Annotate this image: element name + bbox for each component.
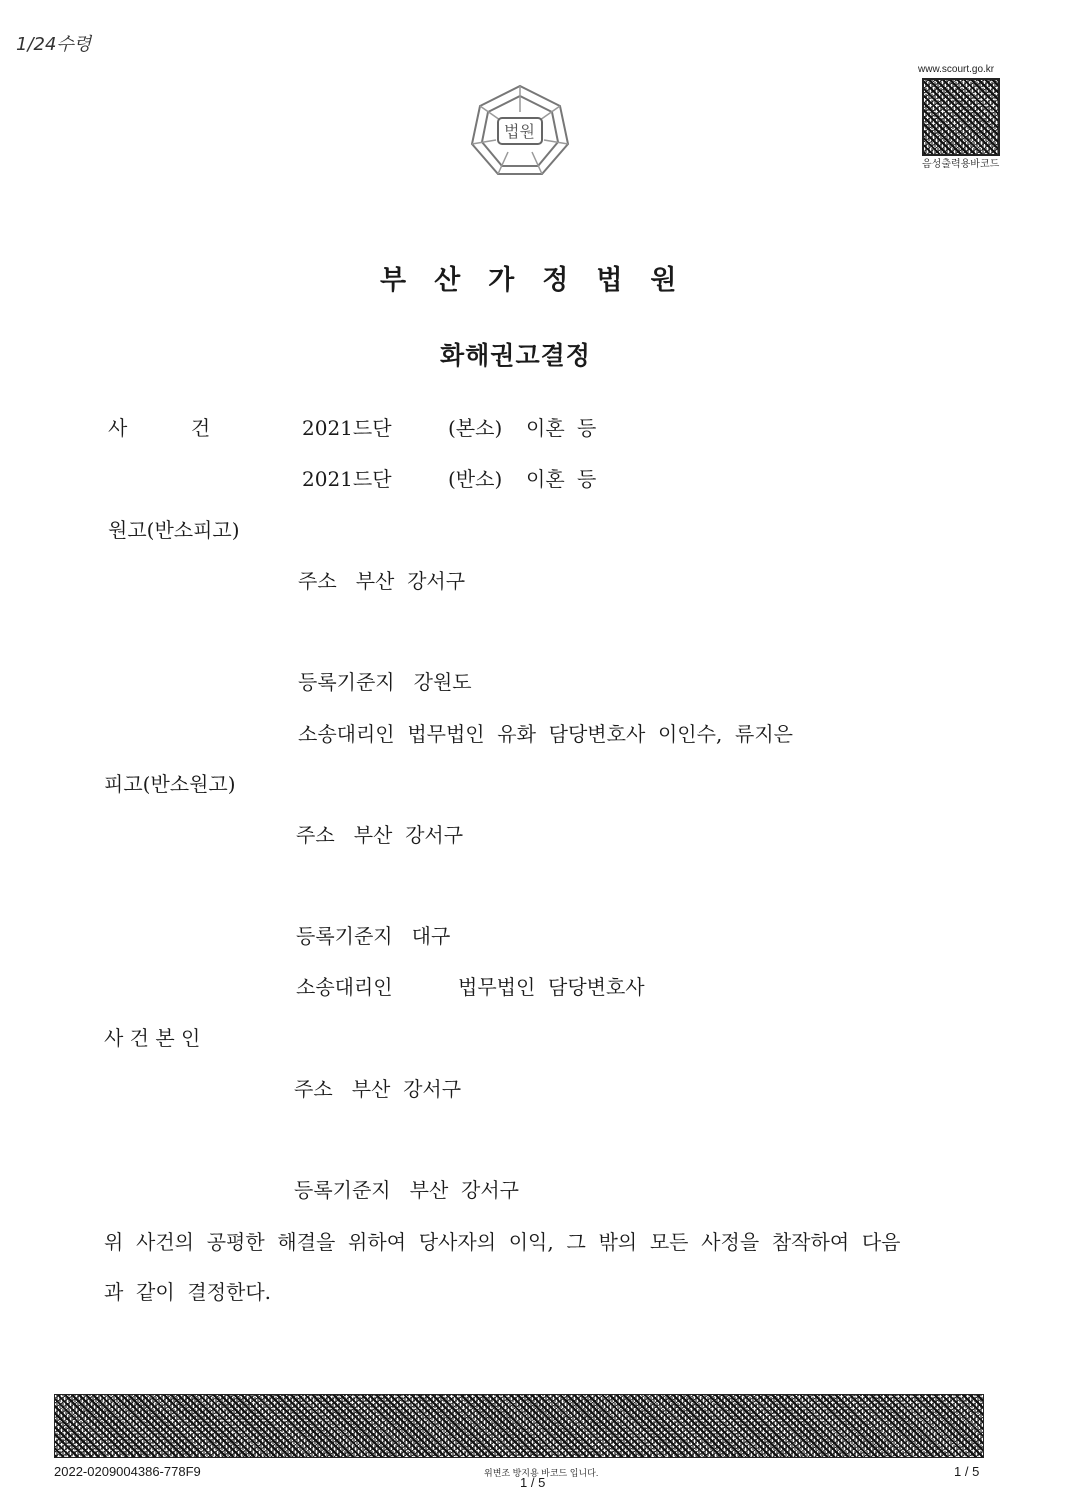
document-title: 화해권고결정 [440, 341, 591, 370]
qr-caption: 음성출력용바코드 [922, 159, 1000, 170]
defendant-label: 피고(반소원고) [104, 772, 236, 796]
case-type-2: (반소) [448, 467, 503, 491]
principal-address: 주소 부산 강서구 [294, 1077, 462, 1101]
decision-text-line2: 과 같이 결정한다. [104, 1280, 272, 1304]
page-number: 1 / 5 [954, 1464, 980, 1479]
case-desc-1: 이혼 등 [526, 416, 597, 440]
defendant-counsel: 법무법인 담당변호사 [458, 975, 645, 999]
center-page-number: 1 / 5 [520, 1475, 546, 1490]
defendant-address: 주소 부산 강서구 [296, 823, 464, 847]
barcode-notice: 위변조 방지용 바코드 입니다. [484, 1468, 599, 1478]
case-type-1: (본소) [448, 416, 503, 440]
principal-label: 사 건 본 인 [104, 1026, 201, 1050]
defendant-counsel-label: 소송대리인 [296, 975, 393, 999]
seal-label: 법원 [504, 124, 535, 141]
plaintiff-counsel: 소송대리인 법무법인 유화 담당변호사 이인수, 류지은 [298, 722, 793, 746]
court-name: 부산가정법원 [380, 265, 705, 296]
principal-registry: 등록기준지 부산 강서구 [294, 1178, 519, 1202]
case-number-2: 2021드단 [302, 467, 392, 491]
case-label: 사 건 [108, 416, 211, 440]
case-number-1: 2021드단 [302, 416, 392, 440]
qr-url: www.scourt.go.kr [918, 64, 995, 75]
plaintiff-address: 주소 부산 강서구 [298, 569, 466, 593]
handwritten-receipt-note: 1/24수령 [16, 34, 92, 55]
defendant-registry: 등록기준지 대구 [296, 924, 451, 948]
case-desc-2: 이혼 등 [526, 467, 597, 491]
document-id: 2022-0209004386-778F9 [54, 1464, 201, 1479]
plaintiff-label: 원고(반소피고) [108, 518, 240, 542]
decision-text-line1: 위 사건의 공평한 해결을 위하여 당사자의 이익, 그 밖의 모든 사정을 참작하여 다음 [104, 1230, 901, 1254]
plaintiff-registry: 등록기준지 강원도 [298, 670, 472, 694]
court-seal-emblem [468, 82, 572, 178]
qr-code-image [922, 78, 1000, 156]
anti-forgery-barcode [54, 1394, 984, 1458]
